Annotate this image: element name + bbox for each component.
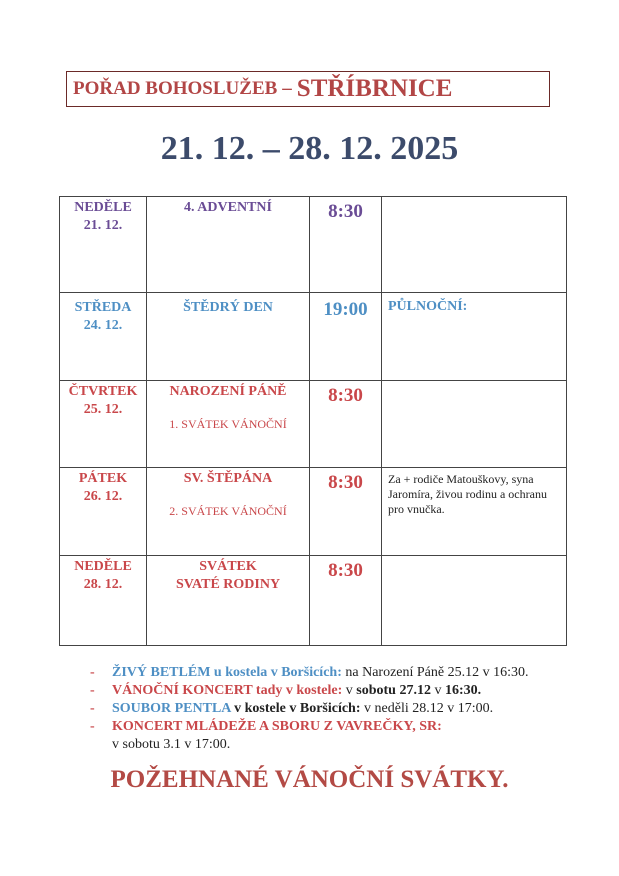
announcement-highlight: KONCERT MLÁDEŽE A SBORU Z VAVREČKY, SR: [112, 719, 442, 734]
list-dash: - [90, 665, 95, 680]
day-date: 26. 12. [83, 489, 123, 504]
title-parish: STŘÍBRNICE [296, 75, 453, 102]
schedule-row [60, 197, 567, 293]
celebration-cell [147, 197, 310, 293]
list-dash: - [90, 719, 95, 734]
celebration-name: SVÁTEK [199, 559, 257, 574]
announcement-item [90, 718, 590, 754]
announcement-detail: v [430, 683, 445, 698]
announcement-time: 16:30. [444, 683, 482, 698]
day-cell [60, 197, 147, 293]
announcement-place: v kostele v Boršicích: [230, 701, 361, 716]
time-cell [310, 197, 382, 293]
announcement-detail: v neděli 28.12 v 17:00. [360, 701, 494, 716]
note-cell [382, 381, 567, 468]
announcement-highlight: ŽIVÝ BETLÉM [112, 665, 211, 680]
day-name: STŘEDA [74, 300, 132, 315]
time-cell [310, 556, 382, 646]
announcement-date: sobotu 27.12 [356, 683, 431, 698]
celebration-name: ŠTĚDRÝ DEN [183, 300, 273, 315]
announcement-detail: v sobotu 3.1 v 17:00. [112, 737, 231, 752]
mass-time: 19:00 [323, 299, 368, 320]
day-cell [60, 381, 147, 468]
day-date: 25. 12. [83, 402, 123, 417]
celebration-cell [147, 381, 310, 468]
list-dash: - [90, 683, 95, 698]
note-cell [382, 468, 567, 556]
mass-time: 8:30 [328, 472, 363, 493]
announcement-highlight: SOUBOR PENTLA [112, 701, 231, 716]
day-date: 21. 12. [83, 218, 123, 233]
announcement-detail: v [342, 683, 357, 698]
list-dash: - [90, 701, 95, 716]
date-range: 21. 12. – 28. 12. 2025 [160, 130, 459, 167]
note-cell [382, 556, 567, 646]
note-text: PŮLNOČNÍ: [388, 299, 468, 314]
day-name: PÁTEK [78, 471, 128, 486]
celebration-subtitle: 1. SVÁTEK VÁNOČNÍ [169, 417, 287, 431]
announcement-detail: na Narození Páně 25.12 v 16:30. [341, 665, 529, 680]
schedule-row [60, 293, 567, 381]
celebration-subtitle: 2. SVÁTEK VÁNOČNÍ [169, 504, 287, 518]
celebration-name: 4. ADVENTNÍ [184, 200, 272, 215]
day-date: 24. 12. [83, 318, 123, 333]
day-date: 28. 12. [83, 577, 123, 592]
day-cell [60, 468, 147, 556]
celebration-cell [147, 556, 310, 646]
title-separator: – [282, 78, 292, 99]
time-cell [310, 468, 382, 556]
day-name: NEDĚLE [74, 200, 132, 215]
note-cell [382, 197, 567, 293]
announcements-list [90, 664, 590, 754]
celebration-name: SV. ŠTĚPÁNA [183, 471, 273, 486]
footer-greeting: POŽEHNANÉ VÁNOČNÍ SVÁTKY. [110, 766, 509, 793]
note-text: Za + rodiče Matouškovy, syna Jaromíra, živou rodinu a ochranu pro vnučka. [388, 472, 547, 516]
time-cell [310, 381, 382, 468]
schedule-row [60, 468, 567, 556]
day-cell [60, 556, 147, 646]
mass-time: 8:30 [328, 201, 363, 222]
celebration-name: NAROZENÍ PÁNĚ [169, 384, 287, 399]
time-cell [310, 293, 382, 381]
celebration-name-line2: SVATÉ RODINY [175, 577, 281, 592]
schedule-table [59, 196, 567, 646]
announcement-item [90, 700, 590, 718]
title-services: POŘAD BOHOSLUŽEB [73, 78, 278, 99]
announcement-item [90, 664, 590, 682]
day-cell [60, 293, 147, 381]
day-name: ČTVRTEK [68, 384, 138, 399]
announcement-item [90, 682, 590, 700]
schedule-row [60, 381, 567, 468]
mass-time: 8:30 [328, 560, 363, 581]
mass-time: 8:30 [328, 385, 363, 406]
note-cell [382, 293, 567, 381]
schedule-row [60, 556, 567, 646]
announcement-highlight: VÁNOČNÍ KONCERT tady v kostele: [112, 683, 343, 698]
day-name: NEDĚLE [74, 559, 132, 574]
celebration-cell [147, 293, 310, 381]
announcement-place: u kostela v Boršicích: [210, 665, 342, 680]
title-box [66, 71, 550, 107]
celebration-cell [147, 468, 310, 556]
